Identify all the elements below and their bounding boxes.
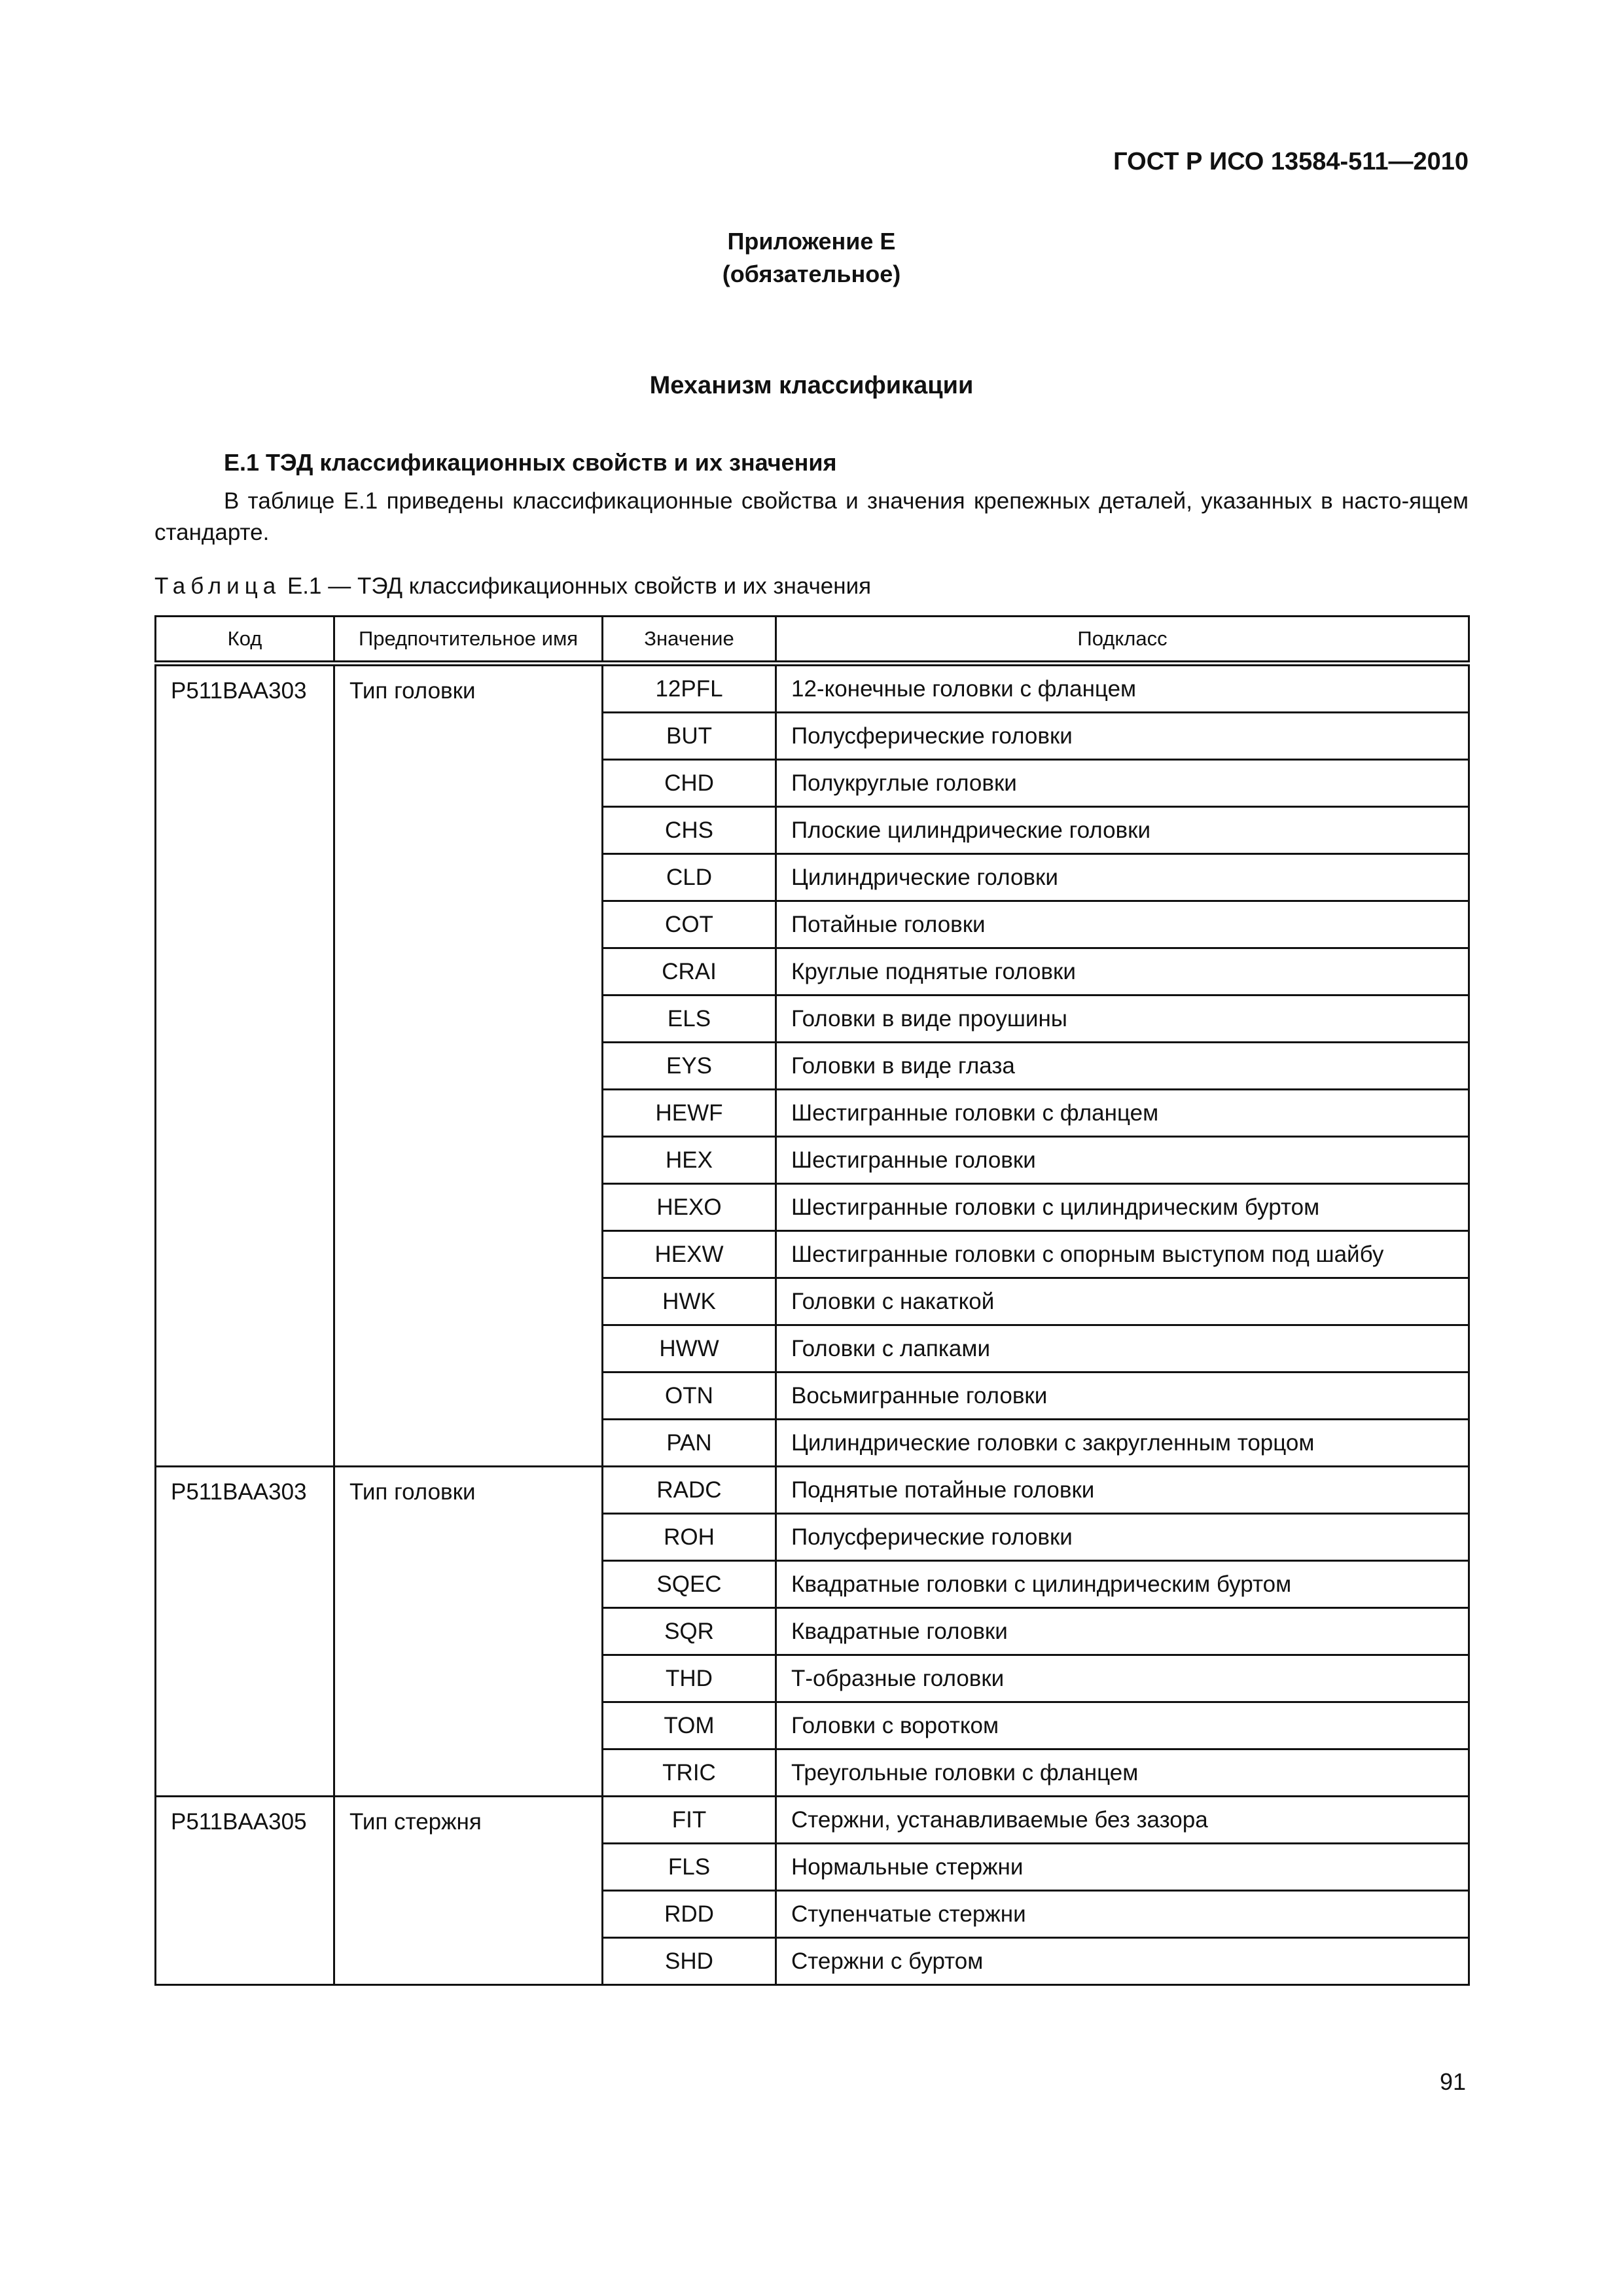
subclass-name: Стержни с буртом: [776, 1938, 1469, 1985]
value-code: CHS: [603, 807, 776, 854]
property-code: P511BAA303: [156, 1467, 334, 1797]
subclass-name: Плоские цилиндрические головки: [776, 807, 1469, 854]
table-caption-text: Е.1 — ТЭД классификационных свойств и их значения: [281, 573, 872, 599]
value-code: CRAI: [603, 948, 776, 996]
table-row: [156, 664, 1469, 713]
value-code: HEWF: [603, 1090, 776, 1137]
page-title: Механизм классификации: [649, 372, 974, 399]
classification-table: [154, 615, 1470, 1986]
value-code: 12PFL: [603, 664, 776, 713]
value-code: TOM: [603, 1702, 776, 1749]
subclass-name: Круглые поднятые головки: [776, 948, 1469, 996]
subclass-name: Поднятые потайные головки: [776, 1467, 1469, 1514]
subclass-name: Ступенчатые стержни: [776, 1891, 1469, 1938]
value-code: OTN: [603, 1372, 776, 1420]
column-header-code: Код: [156, 617, 334, 664]
table-header-row: [156, 617, 1469, 664]
subclass-name: Полукруглые головки: [776, 760, 1469, 807]
value-code: ELS: [603, 996, 776, 1043]
value-code: RADC: [603, 1467, 776, 1514]
subclass-name: Т-образные головки: [776, 1655, 1469, 1702]
value-code: PAN: [603, 1420, 776, 1467]
subclass-name: Головки в виде проушины: [776, 996, 1469, 1043]
subclass-name: Нормальные стержни: [776, 1844, 1469, 1891]
value-code: TRIC: [603, 1749, 776, 1797]
preferred-name: Тип головки: [334, 1467, 603, 1797]
value-code: HEXW: [603, 1231, 776, 1278]
preferred-name: Тип стержня: [334, 1797, 603, 1985]
value-code: RDD: [603, 1891, 776, 1938]
table-row: [156, 1467, 1469, 1514]
subclass-name: Шестигранные головки: [776, 1137, 1469, 1184]
annex-label: Приложение Е: [727, 228, 896, 255]
subclass-name: Головки с лапками: [776, 1325, 1469, 1372]
subclass-name: Полусферические головки: [776, 713, 1469, 760]
value-code: FIT: [603, 1797, 776, 1844]
subclass-name: Шестигранные головки с фланцем: [776, 1090, 1469, 1137]
subclass-name: Квадратные головки с цилиндрическим буртом: [776, 1561, 1469, 1608]
value-code: CHD: [603, 760, 776, 807]
value-code: FLS: [603, 1844, 776, 1891]
column-header-subclass: Подкласс: [776, 617, 1469, 664]
table-caption-label: Таблица: [154, 573, 281, 599]
value-code: BUT: [603, 713, 776, 760]
subclass-name: 12-конечные головки с фланцем: [776, 664, 1469, 713]
property-code: P511BAA303: [156, 664, 334, 1467]
subclass-name: Восьмигранные головки: [776, 1372, 1469, 1420]
value-code: HEXO: [603, 1184, 776, 1231]
value-code: HWK: [603, 1278, 776, 1325]
page-number: 91: [1439, 2068, 1466, 2095]
value-code: SHD: [603, 1938, 776, 1985]
subclass-name: Цилиндрические головки с закругленным торцом: [776, 1420, 1469, 1467]
subclass-name: Стержни, устанавливаемые без зазора: [776, 1797, 1469, 1844]
subclass-name: Головки в виде глаза: [776, 1043, 1469, 1090]
preferred-name: Тип головки: [334, 664, 603, 1467]
subclass-name: Треугольные головки с фланцем: [776, 1749, 1469, 1797]
subclass-name: Головки с накаткой: [776, 1278, 1469, 1325]
value-code: THD: [603, 1655, 776, 1702]
section-paragraph: В таблице Е.1 приведены классификационные свойства и значения крепежных деталей, указанных в насто-ящем стандарте.: [154, 488, 1469, 545]
subclass-name: Потайные головки: [776, 901, 1469, 948]
value-code: HWW: [603, 1325, 776, 1372]
column-header-value: Значение: [603, 617, 776, 664]
subclass-name: Полусферические головки: [776, 1514, 1469, 1561]
subclass-name: Шестигранные головки с цилиндрическим буртом: [776, 1184, 1469, 1231]
subclass-name: Шестигранные головки с опорным выступом под шайбу: [776, 1231, 1469, 1278]
standard-designation: ГОСТ Р ИСО 13584-511—2010: [1113, 148, 1469, 175]
value-code: COT: [603, 901, 776, 948]
subclass-name: Цилиндрические головки: [776, 854, 1469, 901]
annex-status: (обязательное): [722, 260, 901, 287]
annex-heading: [0, 225, 1623, 291]
value-code: EYS: [603, 1043, 776, 1090]
value-code: SQR: [603, 1608, 776, 1655]
property-code: P511BAA305: [156, 1797, 334, 1985]
value-code: CLD: [603, 854, 776, 901]
value-code: ROH: [603, 1514, 776, 1561]
subclass-name: Квадратные головки: [776, 1608, 1469, 1655]
table-caption: [154, 573, 871, 600]
column-header-preferred-name: Предпочтительное имя: [334, 617, 603, 664]
table-row: [156, 1797, 1469, 1844]
value-code: SQEC: [603, 1561, 776, 1608]
value-code: HEX: [603, 1137, 776, 1184]
subclass-name: Головки с воротком: [776, 1702, 1469, 1749]
section-heading: Е.1 ТЭД классификационных свойств и их значения: [224, 449, 837, 476]
